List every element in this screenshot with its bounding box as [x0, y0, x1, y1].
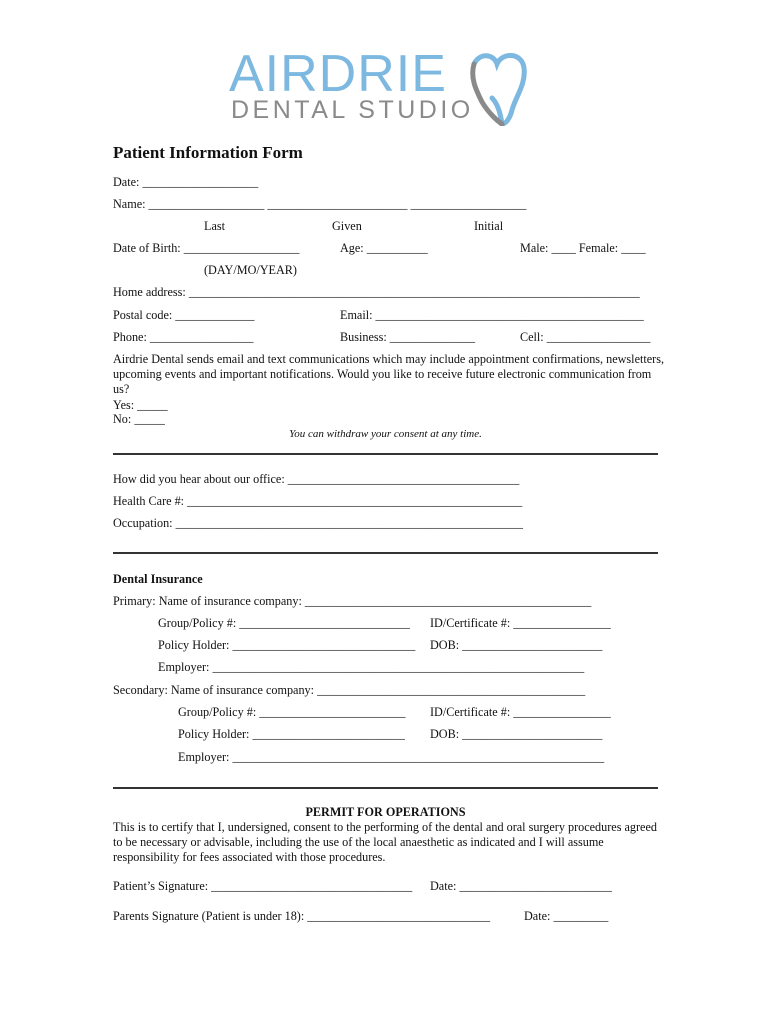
- consent-yes-field[interactable]: Yes: _____: [113, 398, 168, 412]
- parent-signature-field[interactable]: Parents Signature (Patient is under 18): ______________________________: [113, 909, 491, 923]
- patient-signature-date-field[interactable]: Date: _________________________: [430, 879, 612, 893]
- dob-format-label: (DAY/MO/YEAR): [204, 263, 297, 277]
- phone-field[interactable]: Phone: _________________: [113, 330, 254, 344]
- page-title: Patient Information Form: [113, 143, 303, 162]
- dob-field[interactable]: Date of Birth: ___________________: [113, 241, 300, 255]
- secondary-group-policy-field[interactable]: Group/Policy #: ________________________: [178, 705, 406, 719]
- section-divider: [113, 453, 658, 455]
- primary-group-policy-field[interactable]: Group/Policy #: ____________________________: [158, 616, 410, 630]
- secondary-insurance-company-field[interactable]: Secondary: Name of insurance company: ____________________________________________: [113, 683, 586, 697]
- withdraw-note: You can withdraw your consent at any time.: [289, 428, 482, 440]
- primary-employer-field[interactable]: Employer: _____________________________________________________________: [158, 660, 585, 674]
- referral-source-field[interactable]: How did you hear about our office: ______________________________________: [113, 472, 520, 486]
- secondary-policy-holder-field[interactable]: Policy Holder: _________________________: [178, 727, 405, 741]
- occupation-field[interactable]: Occupation: _________________________________________________________: [113, 516, 523, 530]
- secondary-dob-field[interactable]: DOB: _______________________: [430, 727, 603, 741]
- insurance-heading: Dental Insurance: [113, 572, 203, 586]
- date-field[interactable]: Date: ___________________: [113, 175, 259, 189]
- business-phone-field[interactable]: Business: ______________: [340, 330, 476, 344]
- logo-wordmark: AIRDRIE: [229, 45, 447, 103]
- logo-subtitle: DENTAL STUDIO: [231, 96, 474, 124]
- name-given-label: Given: [332, 219, 362, 233]
- permit-heading: PERMIT FOR OPERATIONS: [305, 805, 466, 819]
- secondary-id-certificate-field[interactable]: ID/Certificate #: ________________: [430, 705, 611, 719]
- email-field[interactable]: Email: ____________________________________________: [340, 308, 644, 322]
- parent-signature-date-field[interactable]: Date: _________: [524, 909, 609, 923]
- health-care-field[interactable]: Health Care #: _______________________________________________________: [113, 494, 523, 508]
- home-address-field[interactable]: Home address: __________________________________________________________________________: [113, 285, 640, 299]
- consent-no-field[interactable]: No: _____: [113, 412, 165, 426]
- cell-phone-field[interactable]: Cell: _________________: [520, 330, 651, 344]
- primary-id-certificate-field[interactable]: ID/Certificate #: ________________: [430, 616, 611, 630]
- name-initial-label: Initial: [474, 219, 504, 233]
- age-field[interactable]: Age: __________: [340, 241, 428, 255]
- permit-text: This is to certify that I, undersigned, consent to the performing of the dental and oral surgery procedures agreed to be necessary or advisable, including the use of the local anaesthetic as indicated and I will assume responsibility for fees associated with those procedures.: [113, 820, 657, 864]
- primary-policy-holder-field[interactable]: Policy Holder: ______________________________: [158, 638, 416, 652]
- name-field[interactable]: Name: ___________________ _______________________ ___________________: [113, 197, 527, 211]
- primary-dob-field[interactable]: DOB: _______________________: [430, 638, 603, 652]
- sex-field[interactable]: Male: ____ Female: ____: [520, 241, 646, 255]
- secondary-employer-field[interactable]: Employer: _____________________________________________________________: [178, 750, 605, 764]
- primary-insurance-company-field[interactable]: Primary: Name of insurance company: _______________________________________________: [113, 594, 592, 608]
- section-divider: [113, 787, 658, 789]
- postal-code-field[interactable]: Postal code: _____________: [113, 308, 255, 322]
- name-last-label: Last: [204, 219, 225, 233]
- section-divider: [113, 552, 658, 554]
- patient-signature-field[interactable]: Patient’s Signature: _________________________________: [113, 879, 413, 893]
- tooth-icon: [466, 50, 528, 126]
- consent-text: Airdrie Dental sends email and text communications which may include appointment confirmations, newsletters, upcoming events and important notifications. Would you like to receive future electronic communication from us?: [113, 352, 665, 396]
